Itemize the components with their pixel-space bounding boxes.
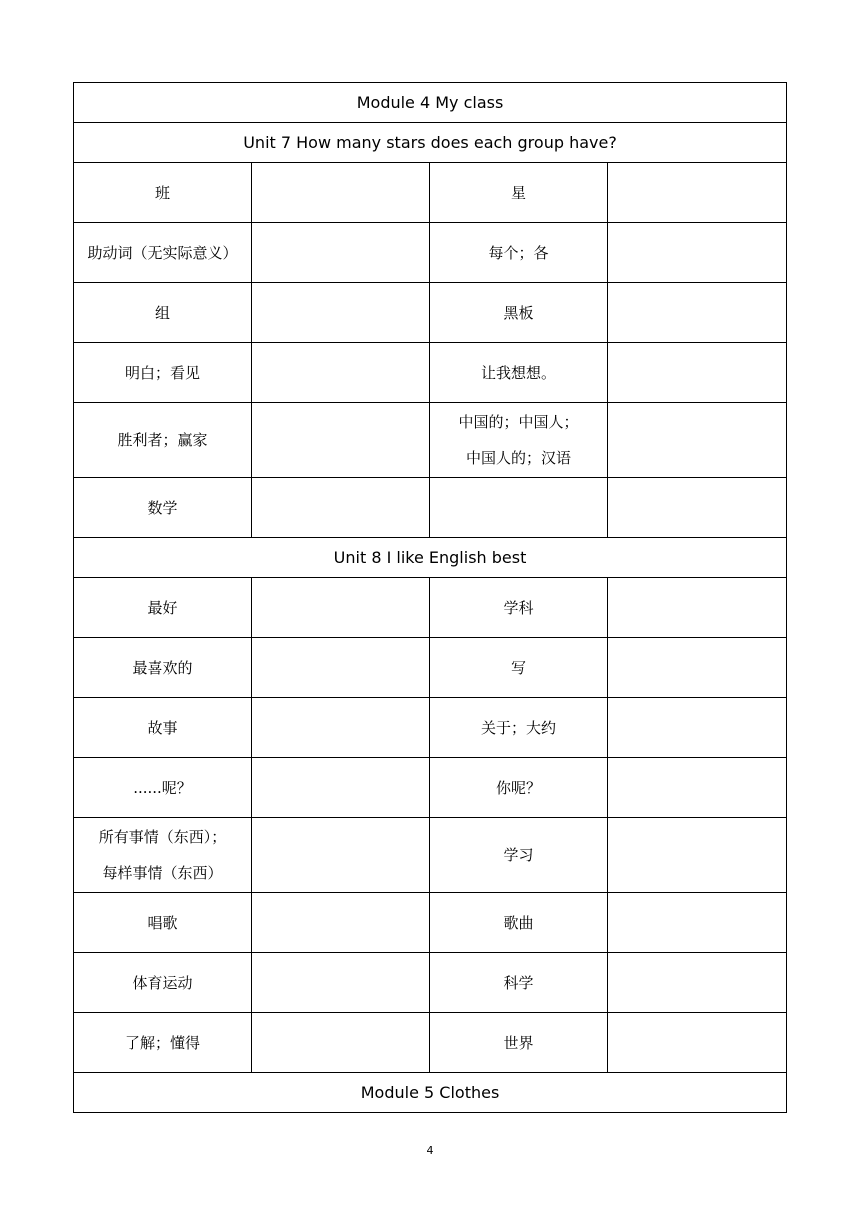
answer-blank-right[interactable] (608, 698, 787, 758)
section-title: Module 4 My class (74, 83, 787, 123)
vocab-row (74, 343, 787, 403)
chinese-term-right: 黑板 (430, 283, 608, 343)
chinese-term-right: 学科 (430, 578, 608, 638)
chinese-term-left: 明白；看见 (74, 343, 252, 403)
answer-blank-left[interactable] (252, 893, 430, 953)
chinese-term-right (430, 478, 608, 538)
vocab-row (74, 223, 787, 283)
vocabulary-table-body (74, 83, 787, 1113)
vocab-row (74, 478, 787, 538)
chinese-term-right: 让我想想。 (430, 343, 608, 403)
section-title: Unit 7 How many stars does each group have? (74, 123, 787, 163)
chinese-term-left: 助动词（无实际意义） (74, 223, 252, 283)
answer-blank-right[interactable] (608, 343, 787, 403)
page-number: 4 (426, 1144, 434, 1157)
vocab-row (74, 163, 787, 223)
vocab-row (74, 283, 787, 343)
vocab-row (74, 1013, 787, 1073)
vocabulary-table (73, 82, 787, 1113)
chinese-term-left: 最好 (74, 578, 252, 638)
chinese-term-left: 数学 (74, 478, 252, 538)
chinese-term-right: 歌曲 (430, 893, 608, 953)
answer-blank-left[interactable] (252, 818, 430, 893)
vocab-row (74, 758, 787, 818)
chinese-term-left: 胜利者；赢家 (74, 403, 252, 478)
answer-blank-left[interactable] (252, 163, 430, 223)
answer-blank-right[interactable] (608, 403, 787, 478)
vocab-row (74, 953, 787, 1013)
section-title: Module 5 Clothes (74, 1073, 787, 1113)
answer-blank-right[interactable] (608, 163, 787, 223)
chinese-term-right: 写 (430, 638, 608, 698)
chinese-term-left: 所有事情（东西）； 每样事情（东西） (74, 818, 252, 893)
chinese-term-right: 世界 (430, 1013, 608, 1073)
answer-blank-right[interactable] (608, 893, 787, 953)
chinese-term-left: ......呢？ (74, 758, 252, 818)
chinese-term-right: 科学 (430, 953, 608, 1013)
chinese-term-left: 组 (74, 283, 252, 343)
chinese-term-left: 唱歌 (74, 893, 252, 953)
chinese-term-left: 了解；懂得 (74, 1013, 252, 1073)
answer-blank-left[interactable] (252, 223, 430, 283)
vocab-row (74, 403, 787, 478)
section-header-row (74, 538, 787, 578)
chinese-term-right: 每个；各 (430, 223, 608, 283)
vocab-row (74, 818, 787, 893)
chinese-term-right: 关于；大约 (430, 698, 608, 758)
answer-blank-right[interactable] (608, 578, 787, 638)
answer-blank-left[interactable] (252, 1013, 430, 1073)
answer-blank-left[interactable] (252, 953, 430, 1013)
section-title: Unit 8 I like English best (74, 538, 787, 578)
vocab-row (74, 578, 787, 638)
chinese-term-left: 故事 (74, 698, 252, 758)
answer-blank-left[interactable] (252, 638, 430, 698)
chinese-term-left: 班 (74, 163, 252, 223)
answer-blank-right[interactable] (608, 1013, 787, 1073)
answer-blank-right[interactable] (608, 638, 787, 698)
chinese-term-left: 体育运动 (74, 953, 252, 1013)
chinese-term-right: 学习 (430, 818, 608, 893)
answer-blank-right[interactable] (608, 758, 787, 818)
vocab-row (74, 893, 787, 953)
chinese-term-right: 你呢？ (430, 758, 608, 818)
answer-blank-right[interactable] (608, 283, 787, 343)
vocab-row (74, 638, 787, 698)
answer-blank-left[interactable] (252, 698, 430, 758)
answer-blank-left[interactable] (252, 403, 430, 478)
chinese-term-right: 中国的；中国人； 中国人的；汉语 (430, 403, 608, 478)
vocab-row (74, 698, 787, 758)
answer-blank-left[interactable] (252, 478, 430, 538)
section-header-row (74, 83, 787, 123)
answer-blank-right[interactable] (608, 953, 787, 1013)
chinese-term-left: 最喜欢的 (74, 638, 252, 698)
answer-blank-left[interactable] (252, 283, 430, 343)
answer-blank-right[interactable] (608, 818, 787, 893)
answer-blank-right[interactable] (608, 478, 787, 538)
answer-blank-left[interactable] (252, 578, 430, 638)
chinese-term-right: 星 (430, 163, 608, 223)
section-header-row (74, 123, 787, 163)
answer-blank-left[interactable] (252, 343, 430, 403)
answer-blank-right[interactable] (608, 223, 787, 283)
section-header-row (74, 1073, 787, 1113)
answer-blank-left[interactable] (252, 758, 430, 818)
